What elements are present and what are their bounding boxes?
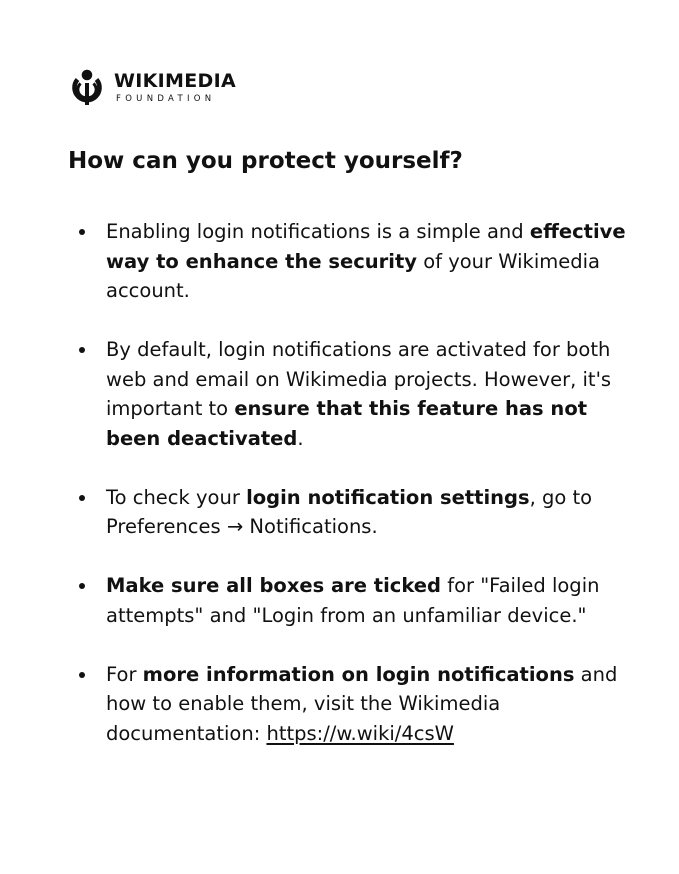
bullet-bold-text: effective way to enhance the security (106, 220, 626, 273)
logo-subtitle: FOUNDATION (116, 94, 216, 105)
bullet-icon (79, 672, 85, 678)
bullet-bold-text: ensure that this feature has not been deactivated (106, 397, 588, 450)
bullet-item-login-notifications (68, 217, 628, 306)
bullet-item-more-information (68, 660, 628, 749)
documentation-link[interactable]: https://w.wiki/4csW (266, 721, 454, 745)
wikimedia-logo-icon (68, 69, 106, 107)
bullet-text: Enabling login notifications is a simple and (106, 220, 530, 243)
bullet-list (68, 217, 628, 778)
bullet-bold-text: login notification settings (246, 485, 530, 509)
bullet-text: , go to Preferences → Notifications. (106, 485, 593, 538)
bullet-icon (79, 583, 85, 589)
bullet-text: of your Wikimedia account. (106, 249, 600, 302)
page-heading: How can you protect yourself? (68, 148, 463, 174)
bullet-text: for "Failed login attempts" and "Login from an unfamiliar device." (106, 574, 600, 627)
logo-wordmark: WIKIMEDIA (114, 70, 236, 93)
bullet-text: By default, login notifications are activated for both web and email on Wikimedia projects. However, it's important to (106, 338, 612, 420)
bullet-icon (79, 229, 85, 235)
bullet-text: and how to enable them, visit the Wikimedia documentation: (106, 662, 618, 745)
bullet-icon (79, 347, 85, 353)
bullet-text: . (297, 426, 304, 450)
bullet-text: For (106, 662, 143, 686)
bullet-bold-text: Make sure all boxes are ticked (106, 574, 441, 597)
bullet-icon (79, 495, 85, 501)
bullet-item-check-settings (68, 483, 628, 542)
bullet-text: To check your (106, 485, 247, 509)
bullet-item-default-activation (68, 335, 628, 453)
logo-text (114, 72, 236, 104)
bullet-bold-text: more information on login notifications (142, 662, 575, 686)
bullet-item-boxes-ticked (68, 571, 628, 630)
wikimedia-foundation-logo (68, 69, 236, 107)
